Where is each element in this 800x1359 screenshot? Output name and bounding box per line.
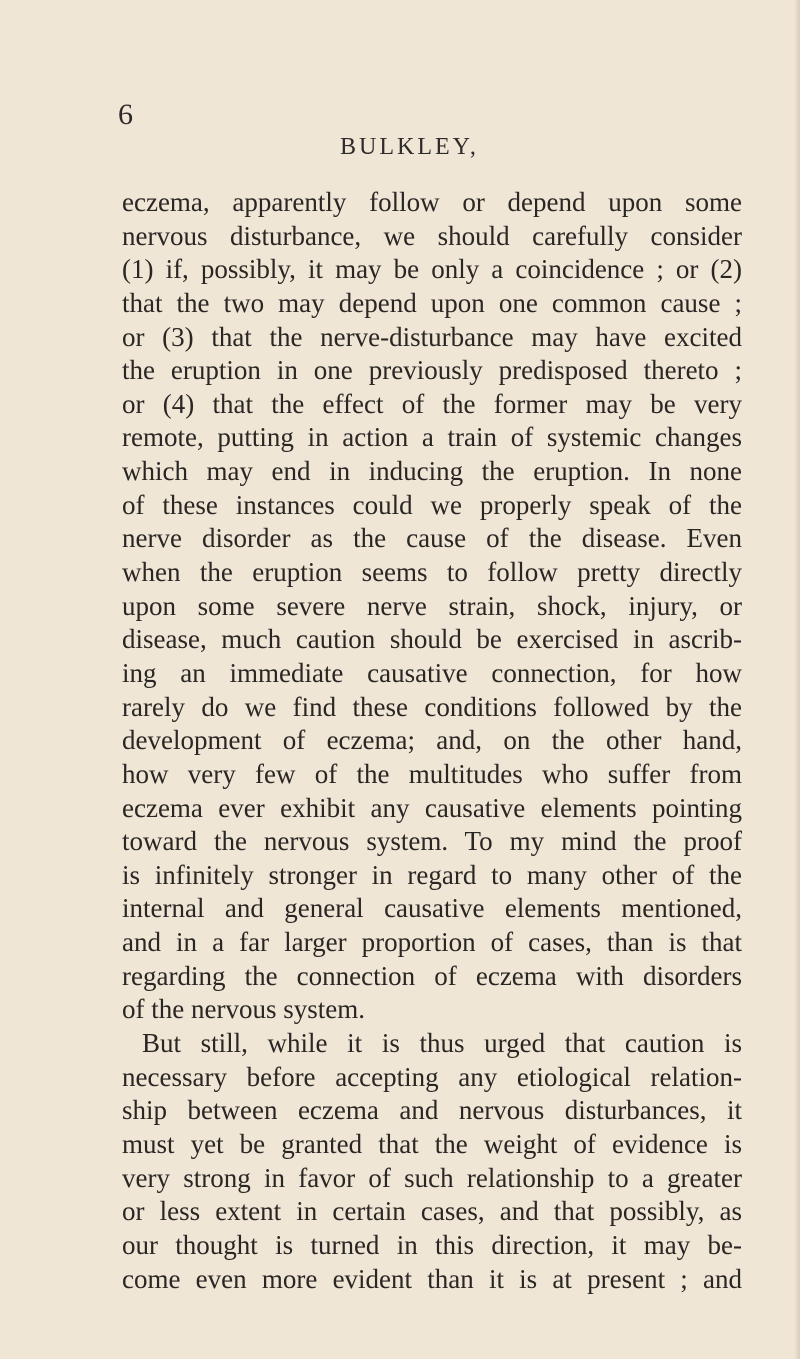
text-line: how very few of the multitudes who suffer from (122, 758, 742, 789)
text-line: ing an immediate causative connection, for how (122, 657, 742, 688)
running-head: BULKLEY, (340, 134, 479, 160)
text-line: disease, much caution should be exercised in ascrib- (122, 624, 742, 655)
text-line: that the two may depend upon one common cause ; (122, 287, 742, 318)
text-line: internal and general causative elements mentioned, (122, 893, 742, 924)
text-line: nerve disorder as the cause of the disease. Even (122, 523, 742, 554)
text-line: rarely do we find these conditions followed by the (122, 691, 742, 722)
text-line: remote, putting in action a train of systemic changes (122, 422, 742, 453)
text-line: nervous disturbance, we should carefully consider (122, 220, 742, 251)
text-line: development of eczema; and, on the other hand, (122, 725, 742, 756)
text-line: of these instances could we properly speak of the (122, 489, 742, 520)
text-line: when the eruption seems to follow pretty directly (122, 557, 742, 588)
text-line: the eruption in one previously predisposed thereto ; (122, 355, 742, 386)
text-line: or (4) that the effect of the former may be very (122, 388, 742, 419)
text-line: of the nervous system. (122, 994, 365, 1025)
text-line: or (3) that the nerve-disturbance may have excited (122, 321, 742, 352)
text-line: (1) if, possibly, it may be only a coincidence ; or (2) (122, 254, 742, 285)
text-line: must yet be granted that the weight of evidence is (122, 1128, 742, 1159)
text-line: our thought is turned in this direction, it may be- (122, 1229, 742, 1260)
page-number: 6 (118, 98, 133, 131)
text-line: very strong in favor of such relationship to a greater (122, 1162, 742, 1193)
text-line: toward the nervous system. To my mind the proof (122, 826, 742, 857)
text-line: regarding the connection of eczema with disorders (122, 960, 742, 991)
text-line: upon some severe nerve strain, shock, injury, or (122, 590, 742, 621)
page-edge-shadow (794, 0, 800, 1359)
text-line: come even more evident than it is at present ; and (122, 1263, 742, 1294)
text-line: is infinitely stronger in regard to many other of the (122, 859, 742, 890)
text-line: necessary before accepting any etiological relation- (122, 1061, 742, 1092)
text-line: ship between eczema and nervous disturbances, it (122, 1095, 742, 1126)
text-line: eczema ever exhibit any causative elements pointing (122, 792, 742, 823)
text-line: or less extent in certain cases, and that possibly, as (122, 1196, 742, 1227)
text-line: eczema, apparently follow or depend upon some (122, 187, 742, 217)
text-line: which may end in inducing the eruption. In none (122, 456, 742, 487)
paragraph-start-line: But still, while it is thus urged that caution is (142, 1028, 742, 1059)
body-text (122, 186, 742, 1296)
text-line: and in a far larger proportion of cases, than is that (122, 927, 742, 958)
